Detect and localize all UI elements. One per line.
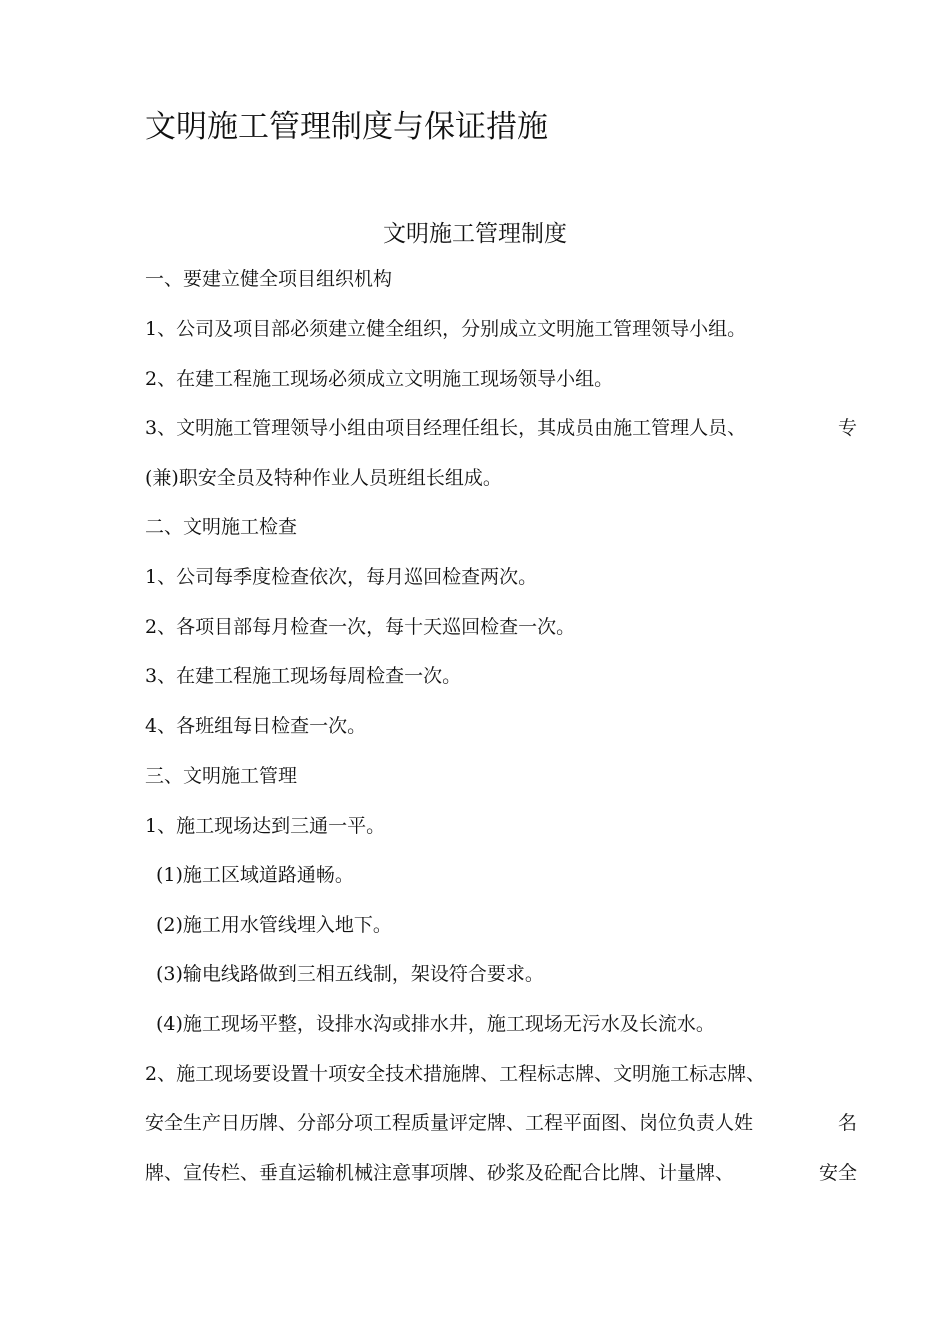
line-text: 牌、宣传栏、垂直运输机械注意事项牌、砂浆及砼配合比牌、计量牌、 <box>145 1162 735 1184</box>
sub-item: (4)施工现场平整，设排水沟或排水井，施工现场无污水及长流水。 <box>156 1013 715 1035</box>
heading-3: 三、文明施工管理 <box>145 765 298 787</box>
paragraph-line: 2、各项目部每月检查一次，每十天巡回检查一次。 <box>145 616 576 638</box>
sub-item: (1)施工区域道路通畅。 <box>156 864 354 886</box>
line-text: 名 <box>837 1112 857 1134</box>
heading-1: 一、要建立健全项目组织机构 <box>145 268 393 290</box>
heading-2: 二、文明施工检查 <box>145 516 298 538</box>
paragraph-line <box>145 1158 857 1188</box>
paragraph-line: 2、在建工程施工现场必须成立文明施工现场领导小组。 <box>145 368 614 390</box>
sub-item: (3)输电线路做到三相五线制，架设符合要求。 <box>156 963 544 985</box>
line-text: 专 <box>837 417 857 439</box>
paragraph-line: 3、在建工程施工现场每周检查一次。 <box>145 665 462 687</box>
paragraph-line: 2、施工现场要设置十项安全技术措施牌、工程标志牌、文明施工标志牌、 <box>145 1063 766 1085</box>
line-text: 3、文明施工管理领导小组由项目经理任组长，其成员由施工管理人员、 <box>145 417 747 439</box>
paragraph-line: 1、施工现场达到三通一平。 <box>145 815 386 837</box>
sub-item: (2)施工用水管线埋入地下。 <box>156 914 392 936</box>
document-title: 文明施工管理制度与保证措施 <box>145 109 548 145</box>
paragraph-line: (兼)职安全员及特种作业人员班组长组成。 <box>145 467 502 489</box>
section-title: 文明施工管理制度 <box>383 221 567 247</box>
line-text: 安全 <box>818 1162 857 1184</box>
paragraph-line: 4、各班组每日检查一次。 <box>145 715 367 737</box>
paragraph-line <box>145 1108 857 1138</box>
paragraph-line: 1、公司每季度检查依次，每月巡回检查两次。 <box>145 566 538 588</box>
line-text: 安全生产日历牌、分部分项工程质量评定牌、工程平面图、岗位负责人姓 <box>145 1112 754 1134</box>
paragraph-line: 1、公司及项目部必须建立健全组织，分别成立文明施工管理领导小组。 <box>145 318 747 340</box>
paragraph-line <box>145 413 857 443</box>
